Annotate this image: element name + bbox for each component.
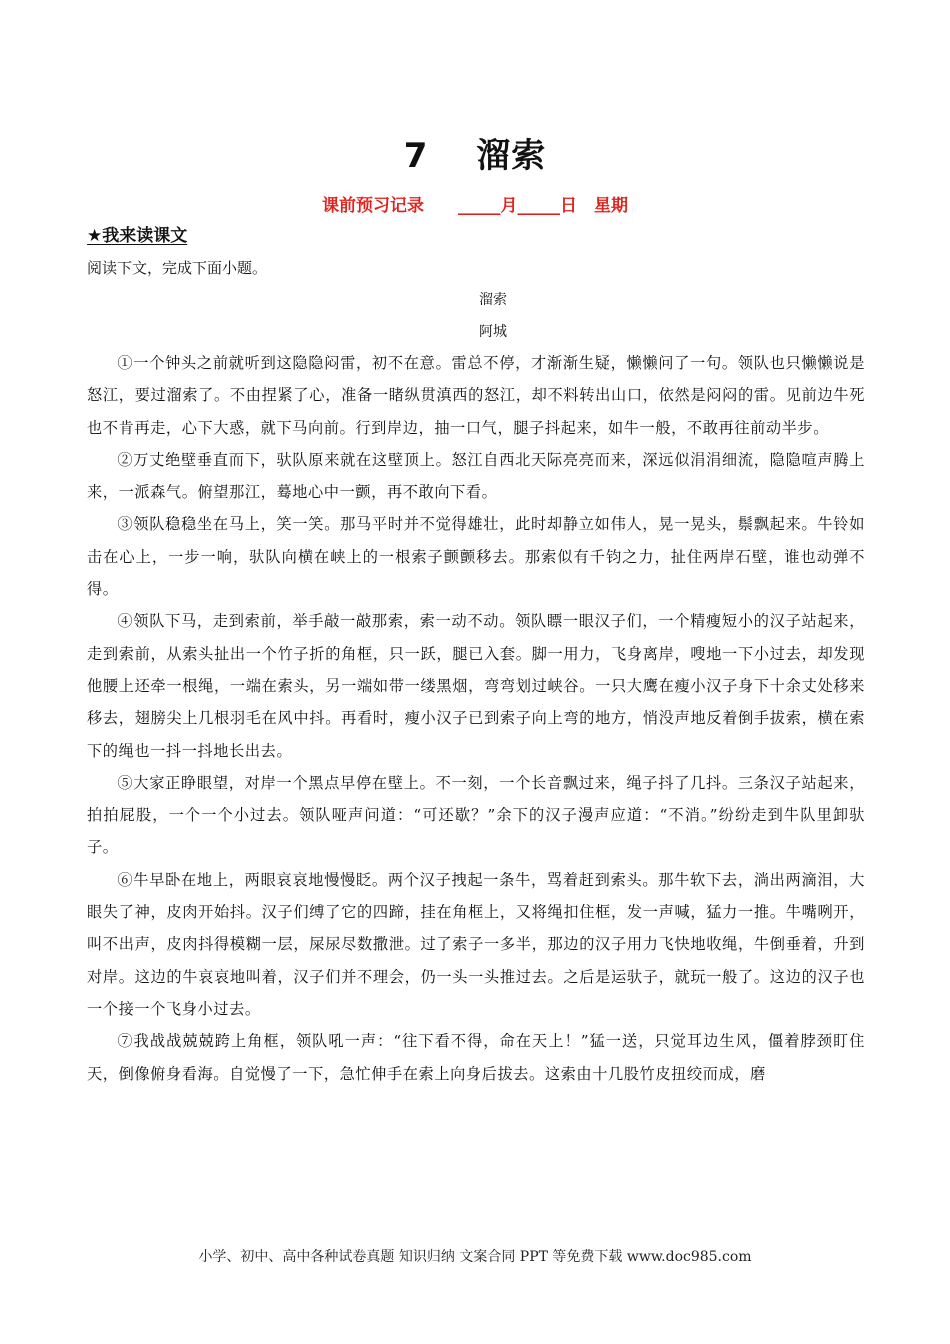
- paragraph-7: ⑦我战战兢兢跨上角框，领队吼一声：“往下看不得，命在天上！”猛一送，只觉耳边生风，僵着脖颈盯住天，倒像俯身看海。自觉慢了一下，急忙伸手在索上向身后拔去。这索由十几股竹皮扭绞而成，磨: [87, 1032, 865, 1083]
- paragraph-6: ⑥牛早卧在地上，两眼哀哀地慢慢眨。两个汉子拽起一条牛，骂着赶到索头。那牛软下去，淌出两滴泪，大眼失了神，皮肉开始抖。汉子们缚了它的四蹄，挂在角框上，又将绳扣住框，发一声喊，猛力一推。牛嘴咧开，叫不出声，皮肉抖得模糊一层，屎尿尽数撒泄。过了索子一多半，那边的汉子用力飞快地收绳，牛倒垂着，升到对岸。这边的牛哀哀地叫着，汉子们并不理会，仍一头一头推过去。之后是运驮子，就玩一般了。这边的汉子也一个接一个飞身小过去。: [87, 870, 865, 1018]
- article-author: 阿城: [479, 324, 507, 340]
- preview-record-line: 课前预习记录 _____月_____日 星期: [322, 196, 628, 216]
- footer-note: 小学、初中、高中各种试卷真题 知识归纳 文案合同 PPT 等免费下载 www.doc985.com: [198, 1249, 752, 1265]
- paragraph-3: ③领队稳稳坐在马上，笑一笑。那马平时并不觉得雄壮，此时却静立如伟人，晃一晃头，鬃飘起来。牛铃如击在心上，一步一响，驮队向横在峡上的一根索子颤颤移去。那索似有千钧之力，扯住两岸石壁，谁也动弹不得。: [87, 515, 865, 599]
- paragraph-4: ④领队下马，走到索前，举手敲一敲那索，索一动不动。领队瞟一眼汉子们，一个精瘦短小的汉子站起来，走到索前，从索头扯出一个竹子折的角框，只一跃，腿已入套。脚一用力，飞身离岸，嗖地一下小过去，却发现他腰上还牵一根绳，一端在索头，另一端如带一缕黑烟，弯弯划过峡谷。一只大鹰在瘦小汉子身下十余丈处移来移去，翅膀尖上几根羽毛在风中抖。再看时，瘦小汉子已到索子向上弯的地方，悄没声地反着倒手拔索，横在索下的绳也一抖一抖地长出去。: [87, 612, 865, 760]
- paragraph-1: ①一个钟头之前就听到这隐隐闷雷，初不在意。雷总不停，才渐渐生疑，懒懒问了一句。领队也只懒懒说是怒江，要过溜索了。不由捏紧了心，准备一睹纵贯滇西的怒江，却不料转出山口，依然是闷闷的雷。见前边牛死也不肯再走，心下大惑，就下马向前。行到岸边，抽一口气，腿子抖起来，如牛一般，不敢再往前动半步。: [87, 354, 865, 437]
- paragraph-5: ⑤大家正睁眼望，对岸一个黑点早停在壁上。不一刻，一个长音飘过来，绳子抖了几抖。三条汉子站起来，拍拍屁股，一个一个小过去。领队哑声问道：“可还歇？”余下的汉子漫声应道：“不消。”纷纷走到牛队里卸驮子。: [87, 773, 865, 857]
- article-title: 溜索: [479, 292, 507, 308]
- page-title: 7 溜索: [403, 136, 547, 176]
- section-heading: ★我来读课文: [87, 226, 188, 246]
- paragraph-2: ②万丈绝壁垂直而下，驮队原来就在这壁顶上。怒江自西北天际亮亮而来，深远似涓涓细流，隐隐喧声腾上来，一派森气。俯望那江，蓦地心中一颤，再不敢向下看。: [87, 450, 865, 502]
- instruction-text: 阅读下文，完成下面小题。: [87, 259, 268, 277]
- article-body: [87, 347, 865, 1090]
